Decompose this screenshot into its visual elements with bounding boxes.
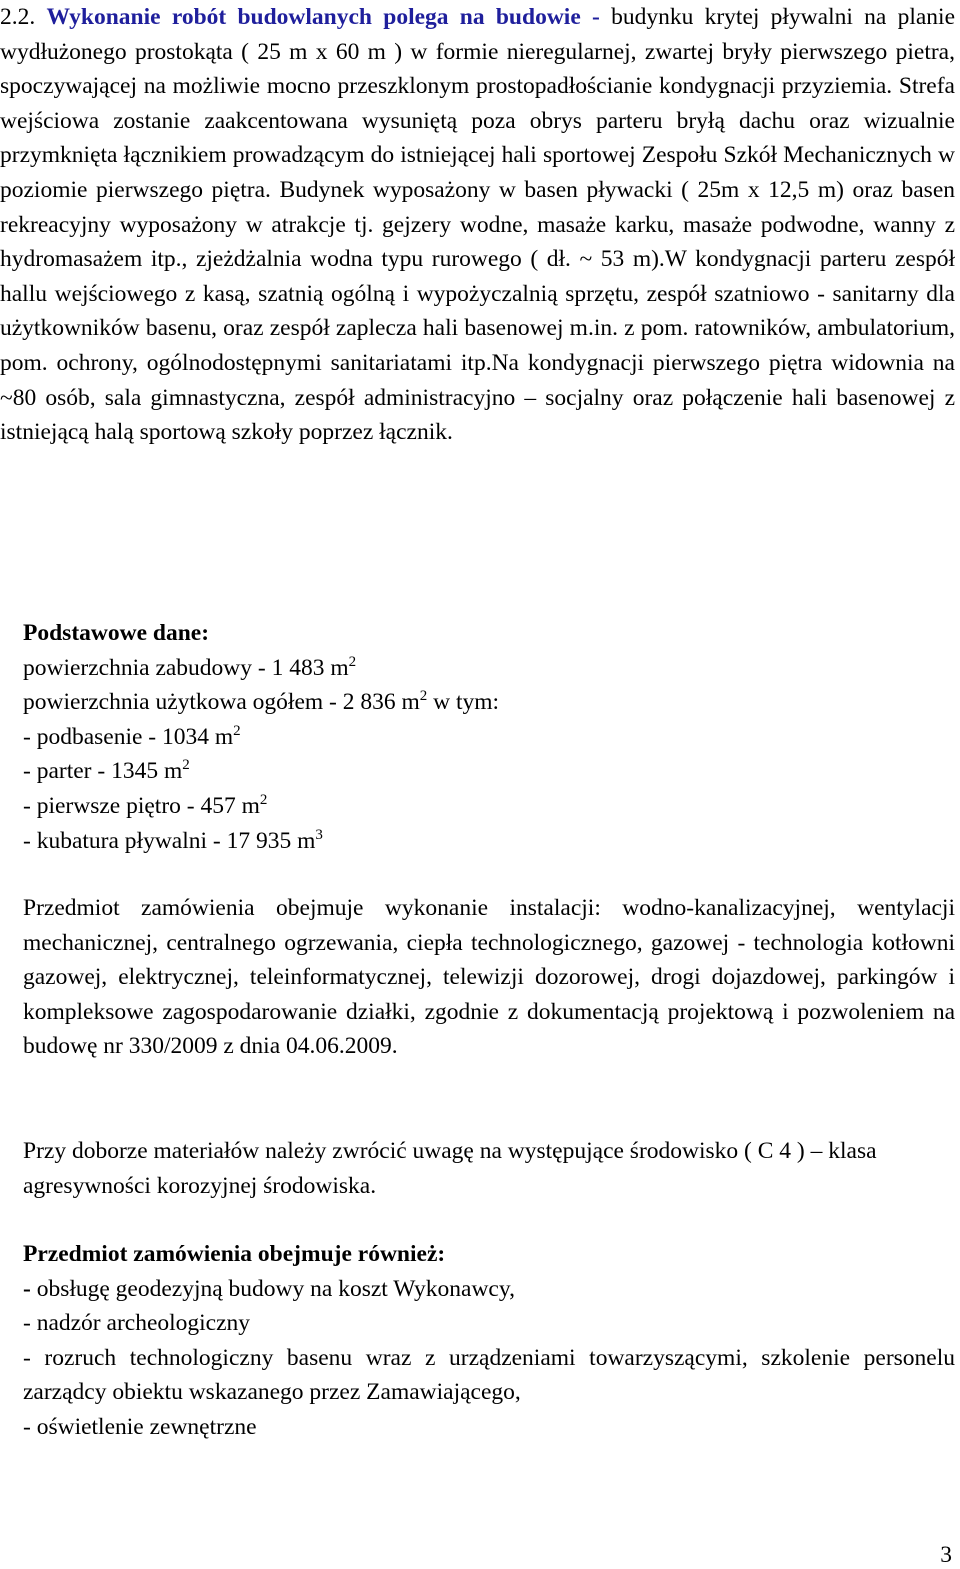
basic-data-item-text: powierzchnia użytkowa ogółem - 2 836 m: [23, 689, 420, 716]
basic-data-item: [23, 824, 955, 859]
basic-data-item-text: powierzchnia zabudowy - 1 483 m: [23, 654, 349, 681]
section-number: 2.2.: [0, 4, 36, 30]
also-item-lighting: - oświetlenie zewnętrzne: [23, 1413, 257, 1440]
basic-data-item: [23, 651, 955, 686]
environment-block: [23, 1134, 955, 1203]
basic-data-item-unit-exponent: 3: [315, 826, 323, 843]
basic-data-item: [23, 789, 955, 824]
intro-text: budynku krytej pływalni na planie wydłużonego prostokąta ( 25 m x 60 m ) w formie nieregularnej, zwartej bryły pierwszego pietra, spoczywającej na możliwie mocno przeszklonym prostopadłościanie kondygnacji przyziemia. Strefa wejściowa zostanie zaakcentowana wysuniętą poza obrys parteru bryłą dachu oraz wizualnie przymknięta łącznikiem prowadzącym do istniejącej hali sportowej Zespołu Szkół Mechanicznych w poziomie pierwszego piętra. Budynek wyposażony w basen pływacki ( 25m x 12,5 m) oraz basen rekreacyjny wyposażony w atrakcje tj. gejzery wodne, masaże karku, masaże podwodne, wanny z hydromasażem itp., zjeżdżalnia wodna typu rurowego ( dł. ~ 53 m).W kondygnacji parteru zespół hallu wejściowego z kasą, szatnią ogólną i wypożyczalnią sprzętu, zespół szatniowo - sanitarny dla użytkowników basenu, oraz zespół zaplecza hali basenowej m.in. z pom. ratowników, ambulatorium, pom. ochrony, ogólnodostępnymi sanitariatami itp.Na kondygnacji pierwszego piętra widownia na ~80 osób, sala gimnastyczna, zespół administracyjno – socjalny oraz połączenie hali basenowej z istniejącą halą sportową szkoły poprzez łącznik.: [0, 4, 955, 446]
also-item-geodesy-text: obsługę geodezyjną budowy na koszt Wykonawcy,: [30, 1275, 515, 1302]
basic-data-block: [23, 616, 955, 858]
also-item-startup: - rozruch technologiczny basenu wraz z urządzeniami towarzyszącymi, szkolenie personelu zarządcy obiektu wskazanego przez Zamawiającego,: [23, 1344, 955, 1406]
intro-paragraph: [0, 0, 955, 450]
basic-data-list: [23, 651, 955, 859]
basic-data-heading: Podstawowe dane:: [23, 620, 210, 646]
also-item-dash: -: [23, 1275, 31, 1302]
basic-data-item-unit-exponent: 2: [348, 653, 357, 670]
section-intro: [0, 0, 955, 450]
basic-data-item-suffix: w tym:: [427, 689, 500, 716]
basic-data-item-text: - parter - 1345 m: [23, 758, 183, 785]
environment-paragraph: Przy doborze materiałów należy zwrócić uwagę na występujące środowisko ( C 4 ) – klasa agresywności korozyjnej środowiska.: [23, 1138, 877, 1199]
scope-block: [23, 891, 955, 1064]
scope-paragraph: Przedmiot zamówienia obejmuje wykonanie instalacji: wodno-kanalizacyjnej, wentylacji mechanicznej, centralnego ogrzewania, ciepła technologicznego, gazowej - technologia kotłowni gazowej, elektrycznej, teleinformatycznej, telewizji dozorowej, drogi dojazdowej, parkingów i kompleksowe zagospodarowanie działki, zgodnie z dokumentacją projektową i pozwoleniem na budowę nr 330/2009 z dnia 04.06.2009.: [23, 895, 955, 1060]
basic-data-item: [23, 754, 955, 789]
basic-data-item-text: - pierwsze piętro - 457 m: [23, 792, 260, 819]
also-item-archaeology: - nadzór archeologiczny: [23, 1310, 251, 1337]
basic-data-item-unit-exponent: 2: [182, 757, 190, 774]
basic-data-item-unit-exponent: 2: [259, 791, 268, 808]
basic-data-item: [23, 720, 955, 755]
page-number: 3: [940, 1542, 952, 1568]
also-heading: Przedmiot zamówienia obejmuje również:: [23, 1241, 446, 1267]
basic-data-item: [23, 685, 955, 720]
basic-data-item-text: - podbasenie - 1034 m: [23, 723, 234, 750]
section-heading: Wykonanie robót budowlanych polega na budowie -: [46, 4, 600, 30]
also-block: [23, 1237, 955, 1445]
basic-data-item-unit-exponent: 2: [419, 688, 428, 705]
also-item-geodesy: [23, 1272, 955, 1307]
basic-data-item-text: - kubatura pływalni - 17 935 m: [23, 827, 316, 854]
basic-data-item-unit-exponent: 2: [233, 722, 241, 739]
